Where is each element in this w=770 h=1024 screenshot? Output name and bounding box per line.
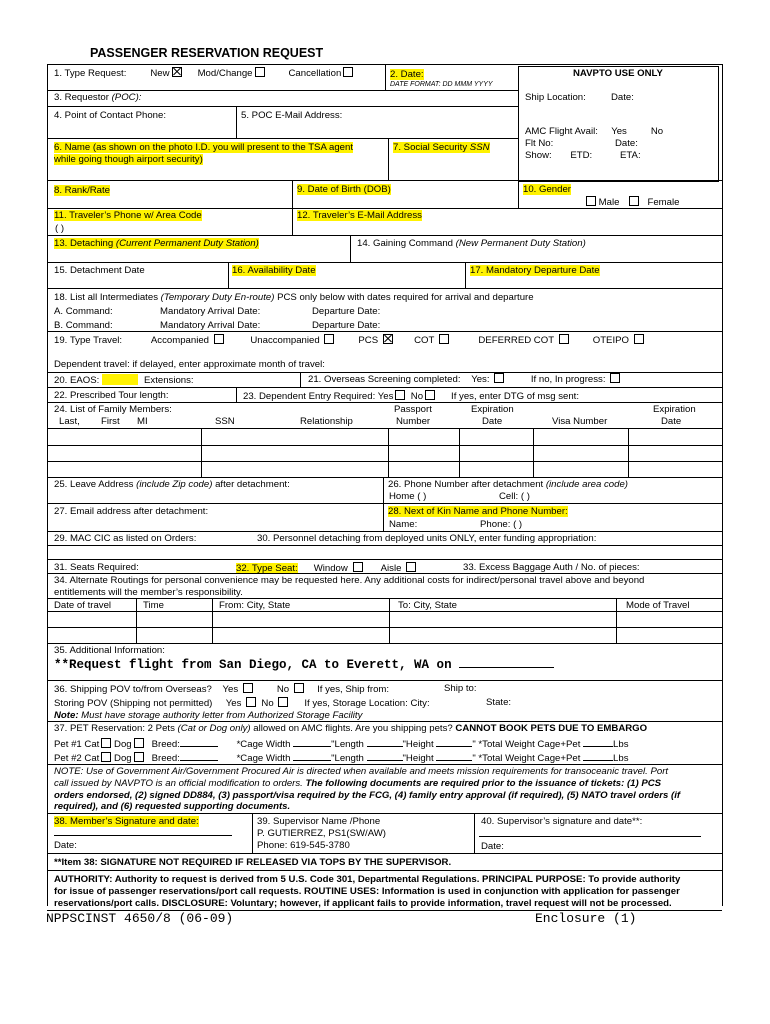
mandatory-departure-label: 17. Mandatory Departure Date [470, 265, 600, 276]
authority-line-2: for issue of passenger reservations/port call requests. ROUTINE USES: Information is used in conjunction with application for passenger [54, 886, 680, 897]
pov-no-checkbox[interactable] [294, 683, 304, 693]
flt-date-label: Date: [615, 138, 638, 149]
home-phone: Home ( ) [389, 491, 427, 502]
cell-phone: Cell: ( ) [499, 491, 530, 502]
dependent-travel-label: Dependent travel: if delayed, enter approximate month of travel: [54, 359, 325, 370]
availability-date-label: 16. Availability Date [232, 265, 316, 276]
pet1-dog-checkbox[interactable] [134, 738, 144, 748]
type-seat-row: 32. Type Seat: Window Aisle [236, 562, 416, 574]
form-number: NPPSCINST 4650/8 (06-09) [46, 911, 234, 926]
authority-line-1: AUTHORITY: Authority to request is derived from 5 U.S. Code 301, Departmental Regulations. PRINCIPAL PURPOSE: To provide authority [54, 874, 681, 885]
pet-reservation-label: 37. PET Reservation: 2 Pets (Cat or Dog only) allowed on AMC flights. Are you shipping pets? CANNOT BOOK PETS DUE TO EMBARGO [54, 723, 648, 734]
col-first: First [101, 416, 120, 427]
shipping-pov-row: 36. Shipping POV to/from Overseas? Yes No If yes, Ship from: [54, 684, 390, 695]
requestor-label: 3. Requestor (POC): [54, 92, 142, 103]
unaccompanied-checkbox[interactable] [324, 334, 334, 344]
col-passport-1: Passport [394, 404, 432, 415]
col-exp-4: Date [661, 416, 682, 427]
pet1-row: Pet #1 Cat Dog Breed: *Cage Width "Length "Height " *Total Weight Cage+Pet Lbs [54, 739, 629, 750]
phone-after-label: 26. Phone Number after detachment (include area code) [388, 479, 628, 490]
traveler-phone-label: 11. Traveler’s Phone w/ Area Code [54, 210, 202, 221]
route-col-from: From: City, State [219, 600, 291, 611]
col-exp-2: Date [482, 416, 503, 427]
funding-label: 30. Personnel detaching from deployed units ONLY, enter funding appropriation: [257, 533, 597, 544]
intermediates-label: 18. List all Intermediates (Temporary Duty En-route) PCS only below with dates required for arrival and departure [54, 292, 534, 303]
pet2-row: Pet #2 Cat Dog Breed: *Cage Width "Length "Height " *Total Weight Cage+Pet Lbs [54, 753, 629, 764]
flight-date-blank[interactable] [459, 657, 554, 668]
screening-yes-checkbox[interactable] [494, 373, 504, 383]
name-label-1: 6. Name (as shown on the photo I.D. you will present to the TSA agent [54, 142, 353, 153]
member-signature-label: 38. Member’s Signature and date: [54, 816, 199, 827]
name-label-2: while going though airport security) [54, 154, 203, 165]
note-line-1: NOTE: Use of Government Air/Government Procured Air is directed when available and meets mission requirements for transoceanic travel. Port [54, 766, 669, 777]
ship-location-label: Ship Location: [525, 92, 586, 103]
extensions-label: Extensions: [144, 375, 194, 386]
col-mi: MI [137, 416, 148, 427]
pov-yes-checkbox[interactable] [243, 683, 253, 693]
command-a-label: A. Command: [54, 306, 113, 317]
eta-label: ETA: [620, 150, 641, 161]
accompanied-checkbox[interactable] [214, 334, 224, 344]
traveler-email-label: 12. Traveler’s E-Mail Address [297, 210, 422, 221]
command-b-label: B. Command: [54, 320, 113, 331]
route-col-to: To: City, State [398, 600, 458, 611]
flt-no-label: Flt No: [525, 138, 554, 149]
store-yes-checkbox[interactable] [246, 697, 256, 707]
excess-baggage-label: 33. Excess Baggage Auth / No. of pieces: [463, 562, 640, 573]
mac-cic-label: 29. MAC CIC as listed on Orders: [54, 533, 197, 544]
command-b-arrival: Mandatory Arrival Date: [160, 320, 261, 331]
supervisor-date-label: Date: [481, 841, 504, 852]
new-checkbox[interactable] [172, 67, 182, 77]
pcs-checkbox[interactable] [383, 334, 393, 344]
navpto-date-label: Date: [611, 92, 634, 103]
item38-note: **Item 38: SIGNATURE NOT REQUIRED IF RELEASED VIA TOPS BY THE SUPERVISOR. [54, 857, 452, 868]
seats-label: 31. Seats Required: [54, 562, 139, 573]
authority-line-3: reservations/port calls. DISCLOSURE: Voluntary; however, if applicant fails to provide information, travel request will not be processed. [54, 898, 672, 909]
dob-label: 9. Date of Birth (DOB) [297, 184, 391, 195]
female-checkbox[interactable] [629, 196, 639, 206]
additional-info-text: **Request flight from San Diego, CA to Everett, WA on [54, 657, 554, 672]
alternate-routings-2: entitlements will the member’s responsibility. [54, 587, 243, 598]
alternate-routings-1: 34. Alternate Routings for personal convenience may be requested here. Any additional costs for indirect/personal travel above and beyond [54, 575, 645, 586]
poc-phone-label: 4. Point of Contact Phone: [54, 110, 167, 121]
entry-yes-checkbox[interactable] [395, 390, 405, 400]
modchange-checkbox[interactable] [255, 67, 265, 77]
window-checkbox[interactable] [353, 562, 363, 572]
route-col-time: Time [143, 600, 164, 611]
detaching-label: 13. Detaching (Current Permanent Duty Station) [54, 238, 259, 249]
route-col-date: Date of travel [54, 600, 112, 611]
storing-pov-row: Storing POV (Shipping not permitted) Yes No If yes, Storage Location: City: [54, 698, 430, 709]
note-line-3: orders endorsed, (2) signed DD884, (3) passport/visa required by the FCG, (4) family entry approval (if required), (5) NATO travel orders (if [54, 790, 681, 801]
cancellation-checkbox[interactable] [343, 67, 353, 77]
gender-label: 10. Gender [523, 184, 572, 195]
leave-address-label: 25. Leave Address (include Zip code) after detachment: [54, 479, 290, 490]
col-exp-1: Expiration [471, 404, 514, 415]
navpto-box [518, 66, 719, 182]
ship-to-label: Ship to: [444, 683, 477, 694]
state-label: State: [486, 697, 512, 708]
supervisor-signature-label: 40. Supervisor’s signature and date**: [481, 816, 643, 827]
eaos-field[interactable] [102, 374, 138, 385]
col-passport-2: Number [396, 416, 431, 427]
male-checkbox[interactable] [586, 196, 596, 206]
show-label: Show: ETD: [525, 150, 593, 161]
nok-phone: Phone: ( ) [480, 519, 523, 530]
date-format: DATE FORMAT: DD MMM YYYY [390, 81, 493, 88]
supervisor-phone: Phone: 619-545-3780 [257, 840, 350, 851]
aisle-checkbox[interactable] [406, 562, 416, 572]
form-title: PASSENGER RESERVATION REQUEST [90, 46, 324, 60]
cot-checkbox[interactable] [439, 334, 449, 344]
detachment-date-label: 15. Detachment Date [54, 265, 145, 276]
additional-info-label: 35. Additional Information: [54, 645, 165, 656]
pet2-dog-checkbox[interactable] [134, 752, 144, 762]
command-a-arrival: Mandatory Arrival Date: [160, 306, 261, 317]
command-a-departure: Departure Date: [312, 306, 381, 317]
col-ssn: SSN [215, 416, 235, 427]
pet2-cat-checkbox[interactable] [101, 752, 111, 762]
pet1-cat-checkbox[interactable] [101, 738, 111, 748]
entry-no-checkbox[interactable] [425, 390, 435, 400]
screening-progress-checkbox[interactable] [610, 373, 620, 383]
nok-name: Name: [389, 519, 418, 530]
tour-length-label: 22. Prescribed Tour length: [54, 390, 169, 401]
note-line-2: call issued by NAVPTO is an official modification to orders. The following documents are required prior to the issuance of tickets: (1) PCS [54, 778, 662, 789]
amc-flight-label: AMC Flight Avail: Yes No [525, 126, 664, 137]
command-b-departure: Departure Date: [312, 320, 381, 331]
dependent-entry-row: 23. Dependent Entry Required: Yes No If yes, enter DTG of msg sent: [243, 391, 579, 402]
screening-row: 21. Overseas Screening completed: Yes: If no, In progress: [308, 373, 620, 385]
supervisor-name: P. GUTIERREZ, PS1(SW/AW) [257, 828, 386, 839]
col-exp-3: Expiration [653, 404, 696, 415]
store-no-checkbox[interactable] [278, 697, 288, 707]
poc-email-label: 5. POC E-Mail Address: [241, 110, 343, 121]
rank-label: 8. Rank/Rate [54, 185, 110, 196]
type-travel-row: 19. Type Travel: Accompanied Unaccompanied PCS COT DEFERRED COT OTEIPO [54, 334, 644, 346]
email-after-label: 27. Email address after detachment: [54, 506, 209, 517]
ssn-label: 7. Social Security SSN [393, 142, 490, 153]
next-of-kin-label: 28. Next of Kin Name and Phone Number: [388, 506, 568, 517]
col-relationship: Relationship [300, 416, 353, 427]
storage-note: Note: Must have storage authority letter from Authorized Storage Facility [54, 710, 363, 721]
member-date-label: Date: [54, 840, 77, 851]
enclosure-label: Enclosure (1) [535, 911, 637, 926]
traveler-phone-paren: ( ) [55, 223, 65, 234]
oteipo-checkbox[interactable] [634, 334, 644, 344]
supervisor-name-label: 39. Supervisor Name /Phone [257, 816, 381, 827]
route-col-mode: Mode of Travel [626, 600, 690, 611]
date-label: 2. Date: [390, 69, 424, 80]
type-request-row: 1. Type Request: New Mod/Change Cancellation [54, 67, 353, 79]
col-last: Last, [59, 416, 80, 427]
deferred-cot-checkbox[interactable] [559, 334, 569, 344]
navpto-title: NAVPTO USE ONLY [573, 68, 663, 79]
col-visa: Visa Number [552, 416, 608, 427]
eaos-label: 20. EAOS: [54, 375, 100, 386]
gender-options: Male Female [584, 196, 679, 208]
gaining-label: 14. Gaining Command (New Permanent Duty Station) [357, 238, 586, 249]
family-members-label: 24. List of Family Members: [54, 404, 172, 415]
note-line-4: required), and (6) requested supporting documents. [54, 801, 291, 812]
